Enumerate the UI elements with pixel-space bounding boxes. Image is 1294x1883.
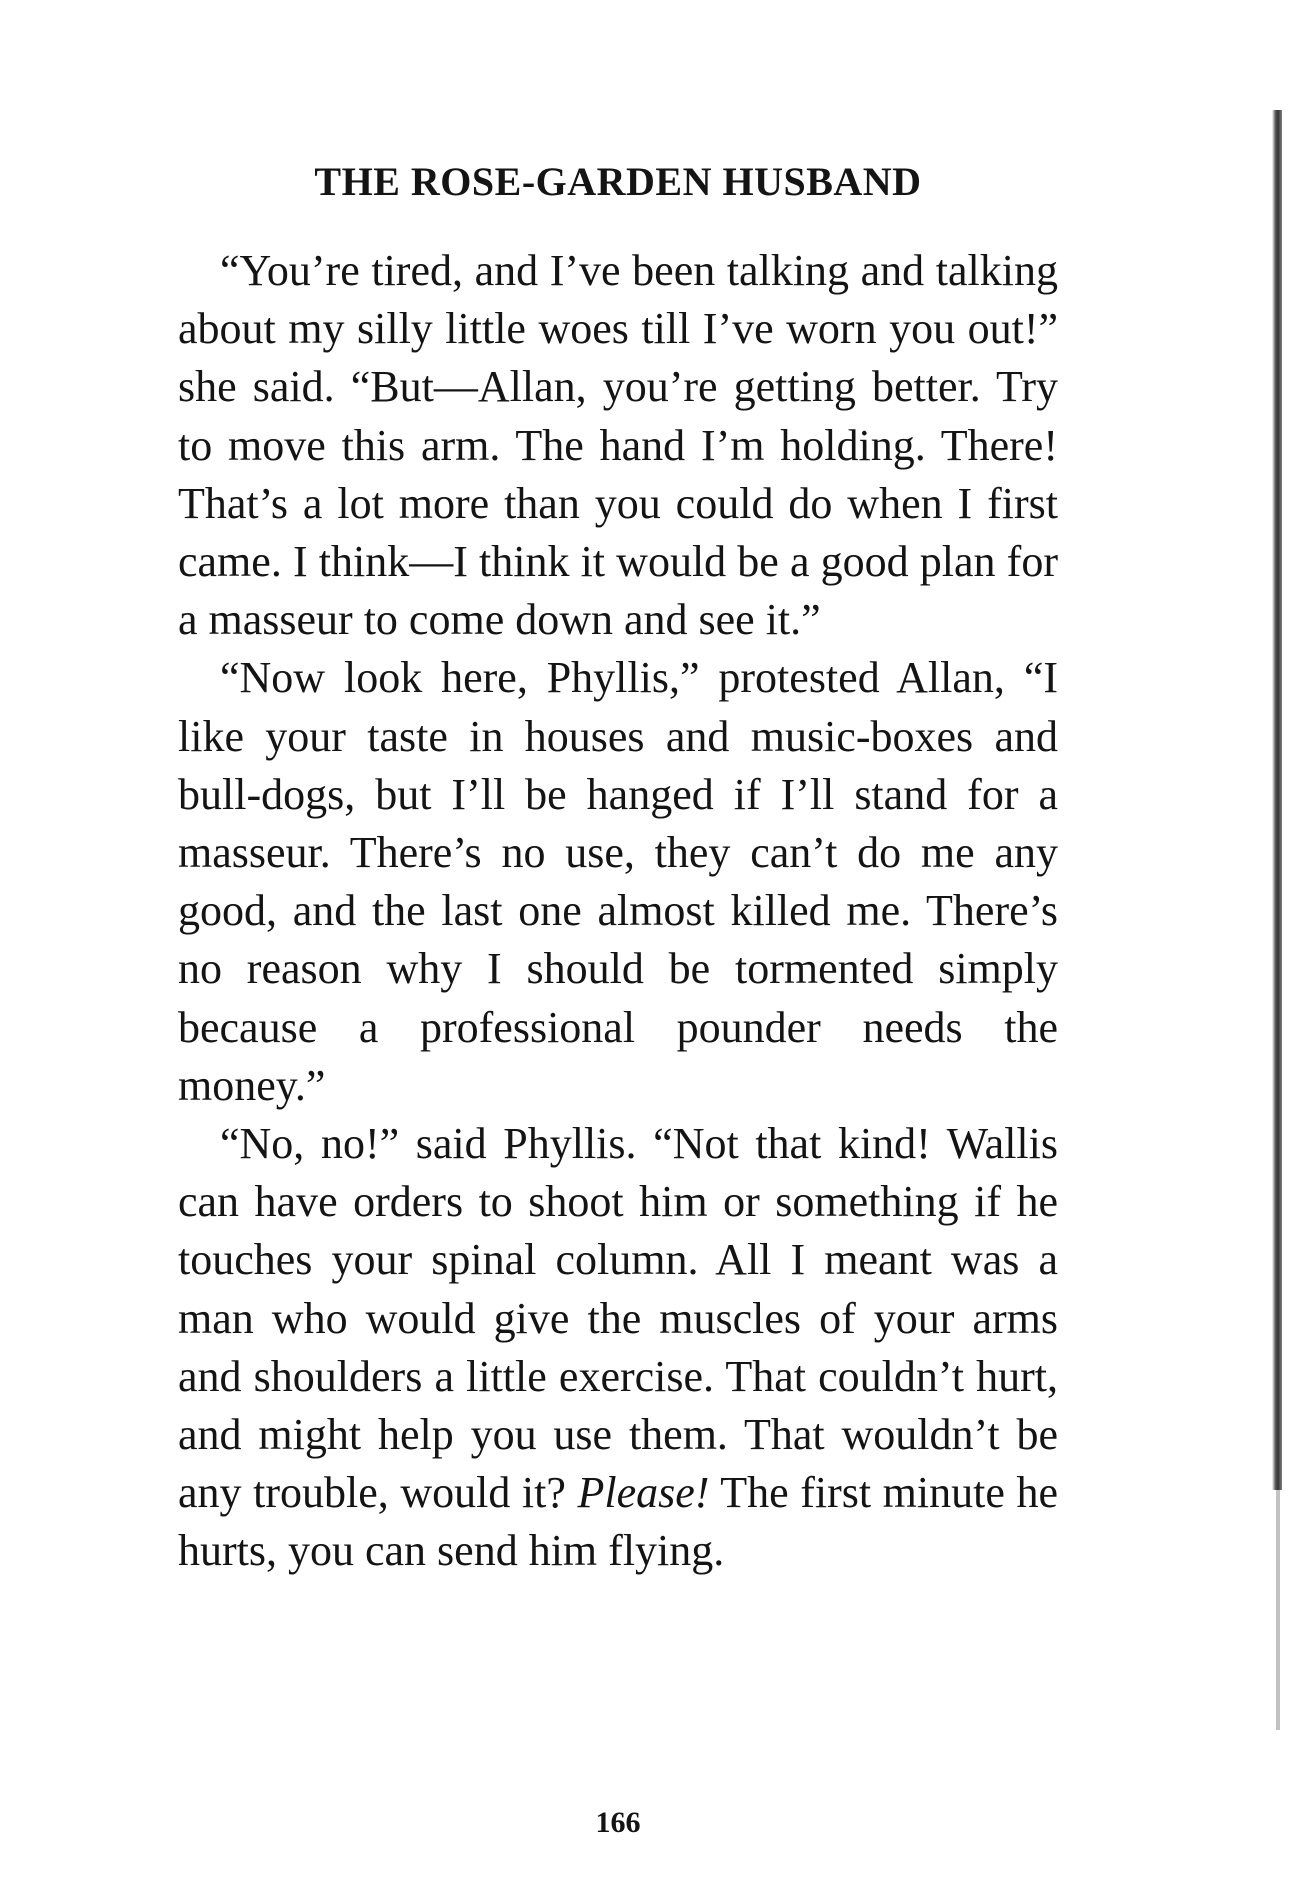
italic-please: Please! bbox=[577, 1468, 710, 1518]
body-text bbox=[178, 242, 1058, 1581]
page-number: 166 bbox=[595, 1806, 641, 1839]
scan-binding-edge bbox=[1272, 110, 1282, 1490]
running-head: THE ROSE-GARDEN HUSBAND bbox=[314, 159, 922, 204]
paragraph-3-text-end: The first minute he hurts, you can send him flying. bbox=[178, 1468, 1058, 1576]
scan-binding-edge-lower bbox=[1276, 1490, 1280, 1730]
paragraph-3 bbox=[178, 1115, 1058, 1581]
paragraph-3-text: “No, no!” said Phyllis. “Not that kind! Wallis can have orders to shoot him or something if he touches your spinal column. All I meant was a man who would give the muscles of your arms and shoulders a little exercise. That couldn’t hurt, and might help you use them. That wouldn’t be any trouble, would it? bbox=[178, 1119, 1058, 1518]
paragraph-1: “You’re tired, and I’ve been talking and talking about my silly little woes till I’ve worn you out!” she said. “But—Allan, you’re getting better. Try to move this arm. The hand I’m holding. There! That’s a lot more than you could do when I first came. I think—I think it would be a good plan for a masseur to come down and see it.” bbox=[178, 246, 1058, 645]
paragraph-2: “Now look here, Phyllis,” protested Allan, “I like your taste in houses and music-boxes and bull-dogs, but I’ll be hanged if I’ll stand for a masseur. There’s no use, they can’t do me any good, and the last one almost killed me. There’s no reason why I should be tormented simply because a professional pounder needs the money.” bbox=[178, 653, 1058, 1110]
